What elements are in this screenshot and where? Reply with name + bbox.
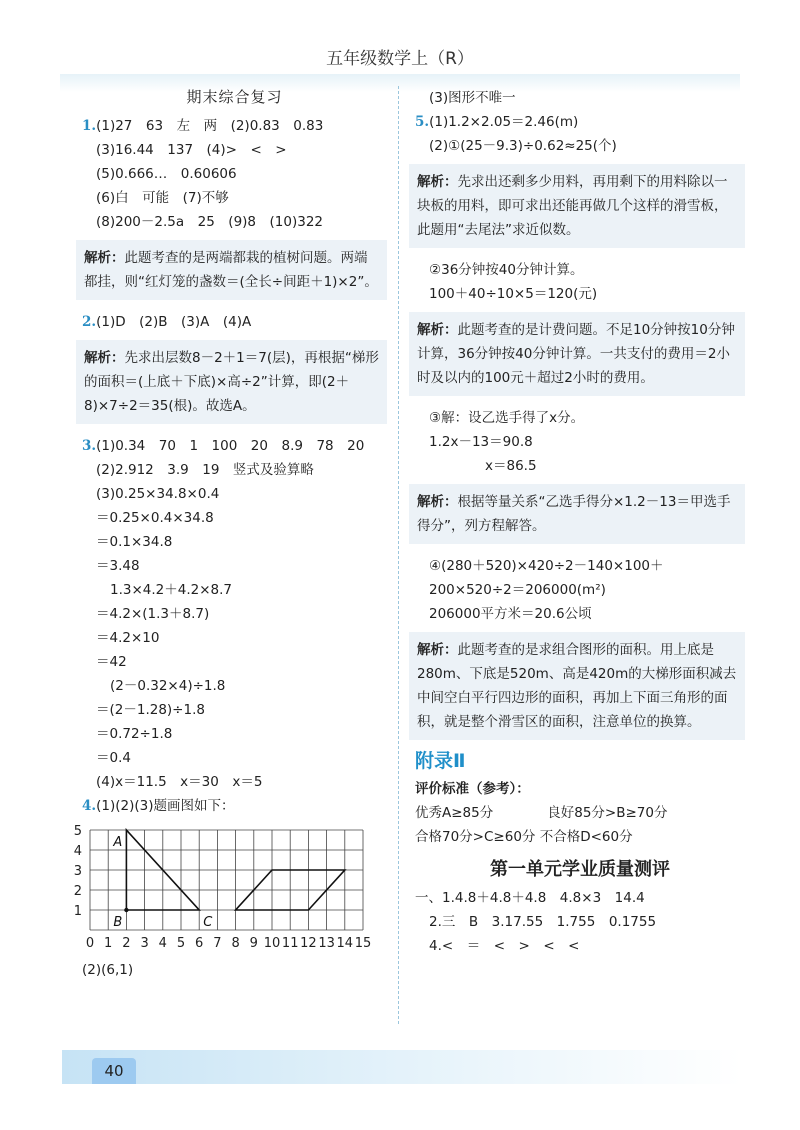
page-number: 40 xyxy=(92,1058,136,1084)
question-number: 5. xyxy=(415,114,430,130)
answer-line: x＝86.5 xyxy=(485,458,537,474)
analysis-text: 先求出还剩多少用料，再用剩下的用料除以一块板的用料，即可求出还能再做几个这样的滑雪板，此题用“去尾法”求近似数。 xyxy=(417,174,728,238)
answer-line: ＝0.72÷1.8 xyxy=(96,726,173,742)
answer-line: ④(280＋520)×420÷2－140×100＋ xyxy=(429,558,664,574)
y-tick-label: 5 xyxy=(73,824,82,839)
analysis-box xyxy=(409,312,745,396)
y-tick-label: 1 xyxy=(73,904,82,919)
answer-line: (1)0.34 70 1 100 20 8.9 78 20 xyxy=(96,438,365,454)
column-divider xyxy=(398,86,399,1024)
coordinate-grid xyxy=(68,818,378,958)
answer-line: ＝0.25×0.4×34.8 xyxy=(96,510,214,526)
question-2 xyxy=(82,310,387,334)
answer-line: 1.3×4.2＋4.2×8.7 xyxy=(110,582,233,598)
analysis-label: 解析： xyxy=(417,642,458,658)
answer-line: (6)白 可能 (7)不够 xyxy=(96,190,229,206)
x-tick-label: 2 xyxy=(122,936,131,951)
x-tick-label: 1 xyxy=(104,936,113,951)
x-tick-label: 12 xyxy=(300,936,317,951)
analysis-label: 解析： xyxy=(417,322,458,338)
question-4 xyxy=(82,794,387,818)
answer-line: (3)图形不唯一 xyxy=(429,90,516,106)
answer-line: ＝42 xyxy=(96,654,127,670)
answer-line: (2)2.912 3.9 19 竖式及验算略 xyxy=(96,462,314,478)
right-column xyxy=(415,86,745,958)
answer-line: (1)1.2×2.05＝2.46(m) xyxy=(429,114,579,130)
x-tick-label: 6 xyxy=(195,936,204,951)
analysis-text: 此题考查的是计费问题。不足10分钟按10分钟计算，36分钟按40分钟计算。一共支付的费用＝2小时及以内的100元＋超过2小时的费用。 xyxy=(417,322,735,386)
page-header-title: 五年级数学上（R） xyxy=(326,49,474,69)
unit-title: 第一单元学业质量测评 xyxy=(490,858,670,880)
x-tick-label: 9 xyxy=(249,936,258,951)
criteria-line: 合格70分>C≥60分 不合格D<60分 xyxy=(415,828,633,845)
x-tick-label: 11 xyxy=(281,936,299,951)
x-tick-label: 8 xyxy=(231,936,240,951)
answer-line: (1)27 63 左 两 (2)0.83 0.83 xyxy=(96,118,324,134)
analysis-label: 解析： xyxy=(84,350,125,366)
analysis-label: 解析： xyxy=(84,250,125,266)
analysis-text: 此题考查的是求组合图形的面积。用上底是280m、下底是520m、高是420m的大梯形面积减去中间空白平行四边形的面积，再加上下面三角形的面积，就是整个滑雪区的面积，注意单位的换算。 xyxy=(417,642,737,730)
question-number: 1. xyxy=(82,118,97,134)
answer-line: (5)0.666… 0.60606 xyxy=(96,166,237,182)
answer-line: 一、1.4.8＋4.8＋4.8 4.8×3 14.4 xyxy=(415,890,645,907)
x-tick-label: 4 xyxy=(158,936,167,951)
section-title: 期末综合复习 xyxy=(186,88,283,106)
y-tick-label: 2 xyxy=(73,884,82,899)
question-number: 2. xyxy=(82,314,97,330)
answer-line: ＝0.4 xyxy=(96,750,131,766)
answer-line: 206000平方米＝20.6公顷 xyxy=(429,606,592,622)
point-c-label: C xyxy=(203,915,213,930)
point-b-label: B xyxy=(113,915,123,930)
x-tick-label: 14 xyxy=(336,936,354,951)
x-tick-label: 10 xyxy=(263,936,281,951)
analysis-label: 解析： xyxy=(417,494,458,510)
answer-line: (8)200－2.5a 25 (9)8 (10)322 xyxy=(96,214,324,230)
question-number: 4. xyxy=(82,798,97,814)
question-5 xyxy=(415,110,745,134)
answer-line: ＝3.48 xyxy=(96,558,140,574)
x-tick-label: 0 xyxy=(85,936,95,951)
analysis-box xyxy=(409,164,745,248)
answer-line: ＝(2－1.28)÷1.8 xyxy=(96,702,205,718)
appendix-title: 附录Ⅱ xyxy=(415,750,466,772)
answer-line: ②36分钟按40分钟计算。 xyxy=(429,262,584,278)
answer-line: ＝4.2×10 xyxy=(96,630,160,646)
question-3 xyxy=(82,434,387,794)
analysis-box xyxy=(409,632,745,740)
analysis-text: 根据等量关系“乙选手得分×1.2－13＝甲选手得分”，列方程解答。 xyxy=(417,494,731,534)
footer-band xyxy=(62,1050,742,1084)
criteria-label: 评价标准（参考）： xyxy=(415,780,530,797)
x-tick-label: 15 xyxy=(354,936,372,951)
analysis-text: 此题考查的是两端都栽的植树问题。两端都挂，则“红灯笼的盏数＝(全长÷间距＋1)×2”。 xyxy=(84,250,378,290)
x-tick-label: 3 xyxy=(140,936,149,951)
analysis-text: 先求出层数8－2＋1＝7(层)，再根据“梯形的面积＝(上底＋下底)×高÷2”计算，即(2＋8)×7÷2＝35(根)。故选A。 xyxy=(84,350,379,414)
answer-line: 100＋40÷10×5＝120(元) xyxy=(429,286,598,302)
answer-line: (4)x＝11.5 x＝30 x＝5 xyxy=(96,774,263,790)
answer-line: (2)(6,1) xyxy=(82,962,134,978)
y-tick-label: 4 xyxy=(73,844,82,859)
criteria-line: 优秀A≥85分 良好85分>B≥70分 xyxy=(415,804,668,821)
analysis-label: 解析： xyxy=(417,174,458,190)
left-column xyxy=(73,86,387,982)
answer-line: 4.< ＝ < > < < xyxy=(429,938,580,955)
answer-line: (1)D (2)B (3)A (4)A xyxy=(96,314,252,330)
question-number: 3. xyxy=(82,438,97,454)
x-tick-label: 13 xyxy=(318,936,335,951)
analysis-box xyxy=(76,240,387,300)
question-1 xyxy=(82,114,387,234)
y-tick-label: 3 xyxy=(73,864,82,879)
x-tick-label: 7 xyxy=(213,936,222,951)
answer-line: 200×520÷2＝206000(m²) xyxy=(429,582,606,598)
answer-line: ③解：设乙选手得了x分。 xyxy=(429,410,585,426)
answer-line: (2－0.32×4)÷1.8 xyxy=(110,678,226,694)
analysis-box xyxy=(409,484,745,544)
answer-line: (3)16.44 137 (4)> < > xyxy=(96,142,287,158)
answer-line: (1)(2)(3)题画图如下： xyxy=(96,798,235,814)
x-tick-label: 5 xyxy=(176,936,186,951)
analysis-box xyxy=(76,340,387,424)
answer-line: (3)0.25×34.8×0.4 xyxy=(96,486,220,502)
answer-line: (2)①(25－9.3)÷0.62≈25(个) xyxy=(429,138,617,154)
point-b-dot xyxy=(124,908,128,912)
answer-line: 2.三 B 3.17.55 1.755 0.1755 xyxy=(429,914,657,931)
answer-line: 1.2x－13＝90.8 xyxy=(429,434,533,450)
point-a-label: A xyxy=(113,835,123,850)
answer-line: ＝4.2×(1.3＋8.7) xyxy=(96,606,210,622)
answer-line: ＝0.1×34.8 xyxy=(96,534,173,550)
